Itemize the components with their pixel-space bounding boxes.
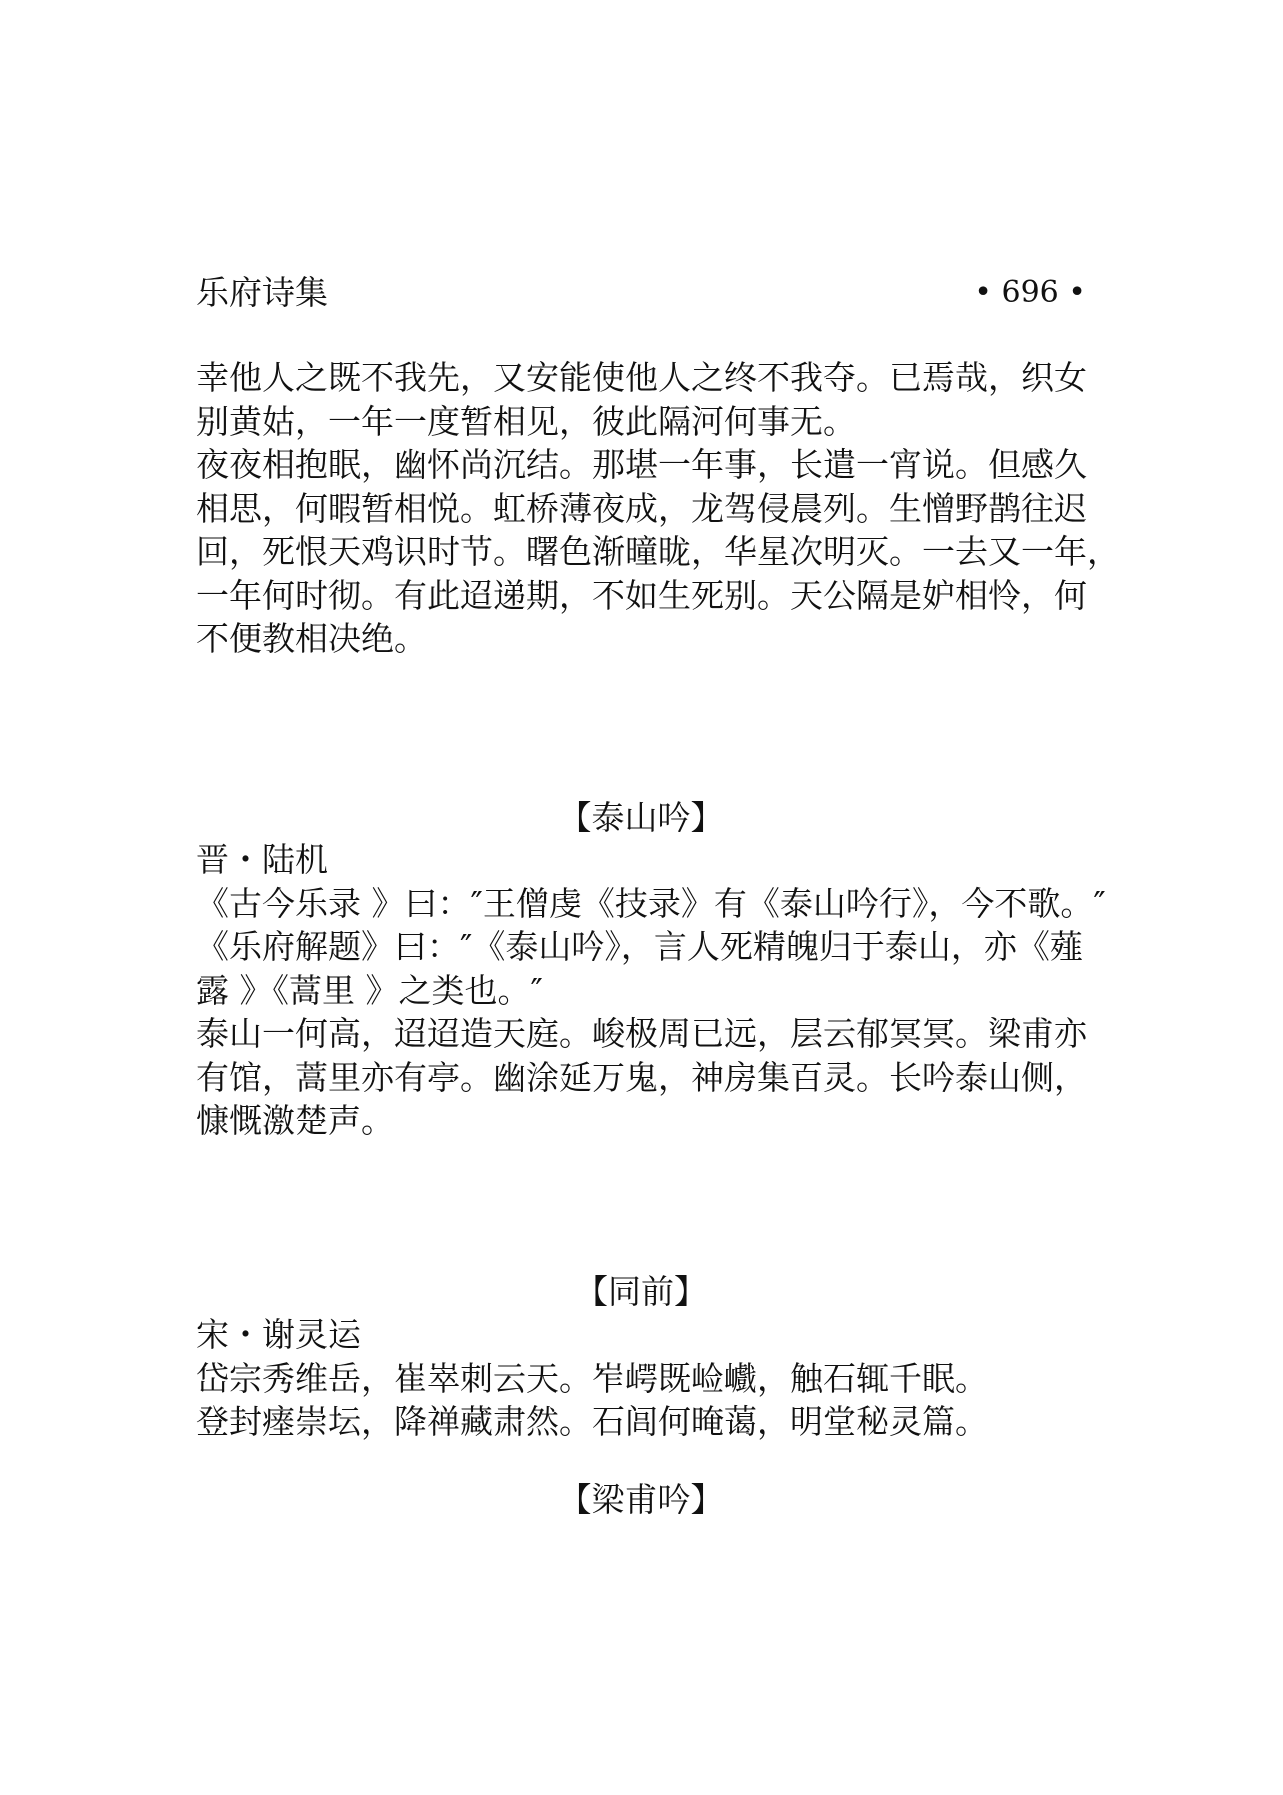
section-title-liangfu-yin: 【梁甫吟】 xyxy=(558,1480,724,1519)
text-line: 登封瘗崇坛，降禅藏肃然。石闾何晻蔼，明堂秘灵篇。 xyxy=(196,1402,988,1441)
text-line: 相思，何暇暂相悦。虹桥薄夜成，龙驾侵晨列。生憎野鹊往迟 xyxy=(196,488,1087,528)
text-line: 回，死恨天鸡识时节。曙色渐曈昽，华星次明灭。一去又一年， xyxy=(196,532,1120,571)
book-title: 乐府诗集 xyxy=(196,273,328,312)
text-line: 《古今乐录 》曰：″王僧虔《技录》有《泰山吟行》，今不歌。″ xyxy=(196,883,1106,923)
text-line: 露 》《蒿里 》之类也。″ xyxy=(196,970,543,1010)
text-line: 泰山一何高，迢迢造天庭。峻极周已远，层云郁冥冥。梁甫亦 xyxy=(196,1014,1087,1053)
section-taishan-yin-body xyxy=(196,838,1106,1143)
text-line: 有馆，蒿里亦有亭。幽涂延万鬼，神房集百灵。长吟泰山侧， xyxy=(196,1057,1087,1097)
author-line: 宋・谢灵运 xyxy=(196,1315,361,1354)
poem-continuation xyxy=(196,356,1120,661)
section-title-taishan-yin: 【泰山吟】 xyxy=(558,798,724,837)
text-line: 《乐府解题》曰：″《泰山吟》，言人死精魄归于泰山，亦《薤 xyxy=(196,927,1083,966)
section-title-tongqian: 【同前】 xyxy=(575,1272,707,1311)
page-number: • 696 • xyxy=(974,275,1086,310)
text-line: 慷慨激楚声。 xyxy=(196,1101,394,1140)
author-line: 晋・陆机 xyxy=(196,840,328,879)
text-line: 岱宗秀维岳，崔崒刺云天。岝崿既崄巇，触石辄千眠。 xyxy=(196,1358,988,1398)
text-line: 一年何时彻。有此迢递期，不如生死别。天公隔是妒相怜，何 xyxy=(196,575,1087,615)
text-line: 不便教相决绝。 xyxy=(196,619,427,658)
text-line: 夜夜相抱眠，幽怀尚沉结。那堪一年事，长遣一宵说。但感久 xyxy=(196,445,1087,484)
text-line: 幸他人之既不我先，又安能使他人之终不我夺。已焉哉，织女 xyxy=(196,358,1087,397)
section-tongqian-body xyxy=(196,1313,1096,1444)
text-line: 别黄姑，一年一度暂相见，彼此隔河何事无。 xyxy=(196,401,856,441)
page-header xyxy=(196,270,1086,316)
